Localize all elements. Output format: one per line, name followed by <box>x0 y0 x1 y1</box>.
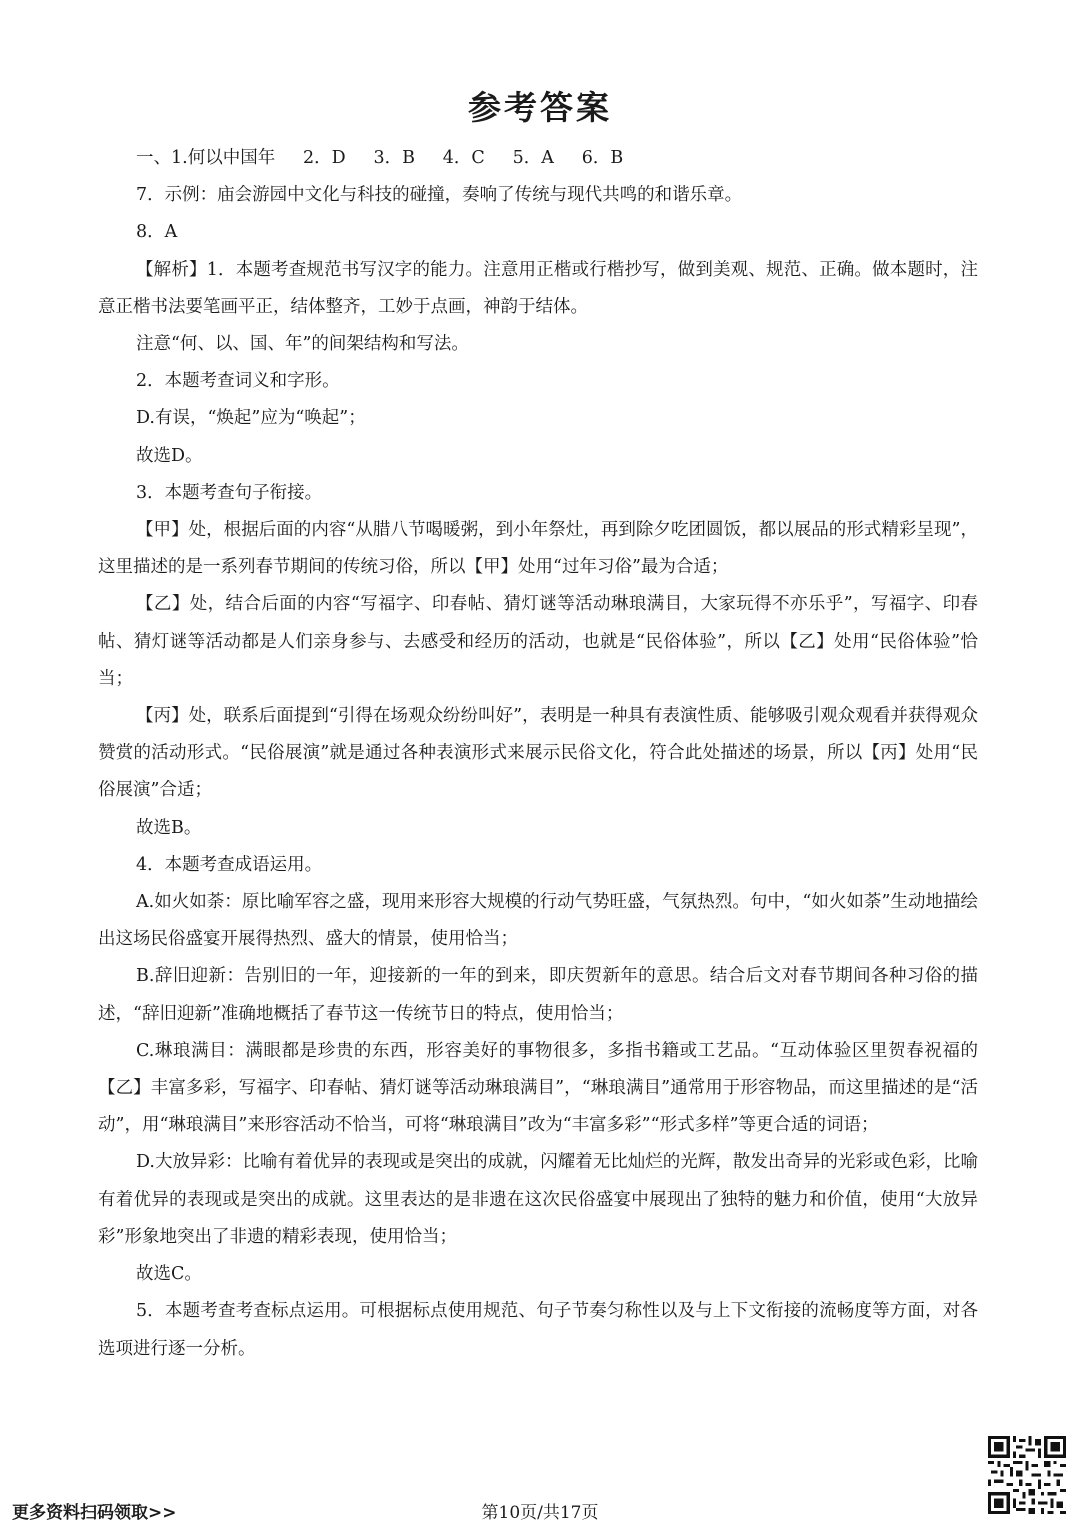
answers-line: 一、1.何以中国年 2．D 3．B 4．C 5．A 6．B <box>136 148 624 168</box>
qr-code-icon[interactable] <box>988 1436 1066 1514</box>
page-number: 第10页/共17页 <box>481 1503 599 1523</box>
paragraph: 2．本题考查词义和字形。 <box>136 371 340 392</box>
paragraph: 故选D。 <box>136 445 203 466</box>
paragraph: D.有误，“焕起”应为“唤起”； <box>136 408 366 429</box>
paragraph: C.琳琅满目：满眼都是珍贵的东西，形容美好的事物很多，多指书籍或工艺品。“互动体验区里贺春祝福的【乙】丰富多彩，写福字、印春帖、猜灯谜等活动琳琅满目”，“琳琅满目”通常用于形容物品，而这里描述的是“活动”，用“琳琅满目”来形容活动不恰当，可将“琳琅满目”改为“丰富多彩”“形式多样”等更合适的词语； <box>98 1040 978 1136</box>
paragraph: 4．本题考查成语运用。 <box>136 854 323 875</box>
paragraph: 【乙】处，结合后面的内容“写福字、印春帖、猜灯谜等活动琳琅满目，大家玩得不亦乐乎”，写福字、印春帖、猜灯谜等活动都是人们亲身参与、去感受和经历的活动，也就是“民俗体验”，所以【乙】处用“民俗体验”恰当； <box>98 594 978 689</box>
paragraph: 3．本题考查句子衔接。 <box>136 482 323 503</box>
answer-q7: 7．示例：庙会游园中文化与科技的碰撞，奏响了传统与现代共鸣的和谐乐章。 <box>136 185 743 206</box>
document-body <box>98 140 978 1368</box>
paragraph: B.辞旧迎新：告别旧的一年，迎接新的一年的到来，即庆贺新年的意思。结合后文对春节期间各种习俗的描述，“辞旧迎新”准确地概括了春节这一传统节日的特点，使用恰当； <box>98 966 978 1024</box>
paragraph: 【解析】1．本题考查规范书写汉字的能力。注意用正楷或行楷抄写，做到美观、规范、正确。做本题时，注意正楷书法要笔画平正，结体整齐，工妙于点画，神韵于结体。 <box>98 259 978 317</box>
paragraph: 故选C。 <box>136 1264 202 1285</box>
paragraph: 5．本题考查考查标点运用。可根据标点使用规范、句子节奏匀称性以及与上下文衔接的流畅度等方面，对各选项进行逐一分析。 <box>98 1301 978 1359</box>
paragraph: 故选B。 <box>136 817 202 838</box>
paragraph: 【甲】处，根据后面的内容“从腊八节喝暖粥，到小年祭灶，再到除夕吃团圆饭，都以展品的形式精彩呈现”，这里描述的是一系列春节期间的传统习俗，所以【甲】处用“过年习俗”最为合适； <box>98 520 978 578</box>
page-title: 参考答案 <box>468 88 612 127</box>
answer-q8: 8．A <box>136 222 178 243</box>
paragraph: 注意“何、以、国、年”的间架结构和写法。 <box>136 334 469 355</box>
paragraph: 【丙】处，联系后面提到“引得在场观众纷纷叫好”，表明是一种具有表演性质、能够吸引观众观看并获得观众赞赏的活动形式。“民俗展演”就是通过各种表演形式来展示民俗文化，符合此处描述的场景，所以【丙】处用“民俗展演”合适； <box>98 706 978 801</box>
footer-more-resources-link[interactable]: 更多资料扫码领取>> <box>12 1503 177 1523</box>
paragraph: D.大放异彩：比喻有着优异的表现或是突出的成就，闪耀着无比灿烂的光辉，散发出奇异的光彩或色彩，比喻有着优异的表现或是突出的成就。这里表达的是非遗在这次民俗盛宴中展现出了独特的魅力和价值，使用“大放异彩”形象地突出了非遗的精彩表现，使用恰当； <box>98 1152 978 1247</box>
paragraph: A.如火如荼：原比喻军容之盛，现用来形容大规模的行动气势旺盛，气氛热烈。句中，“如火如荼”生动地描绘出这场民俗盛宴开展得热烈、盛大的情景，使用恰当； <box>98 892 978 950</box>
